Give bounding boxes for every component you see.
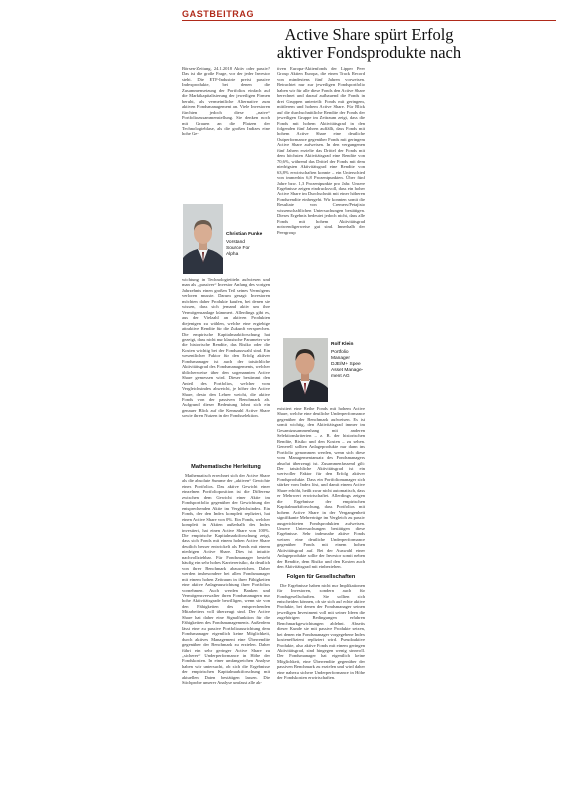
paragraph: Die Ergebnisse haben nicht nur Implikationen für Investoren, sondern auch für Fondsgesellschaften. Sie sollten sich entscheiden können, ob sie sich auf echte aktive Produkte, bei denen der Fondsmanager seinen jeweiligen Investment voll mit seiner Ideen die zugehörigen Bedingungen erfahren Benchmarkgewichtungen ablehnt. Abseits dieser Kunde sie mit passive Produkte setzen, bei denen ein Fondsmanager vorgegebene Index kosteneffizient repliziert wird. Pseudoaktive Produkte, also aktive Fonds mit einem geringen Aktivitätsgrad, sind hingegen wenig sinnvoll. Der Fondsmanager hat eigentlich keine Möglichkeit, eine Überrendite gegenüber der passiven Benchmark zu erzielen und wird daher eine nahezu sichere Underperformance in Höhe der Fondskosten erwirtschaften.: [277, 582, 365, 681]
column-2-bottom: [277, 406, 365, 796]
author-caption-rolf-klein: [331, 342, 371, 380]
paragraph: Börsen-Zeitung, 24.1.2018 Aktiv oder passiv? Das ist die große Frage, vor der jeder Investor steht. Die ETF-Industrie preist passive Indexprodukte, bei denen die Zusammensetzung der Portfolios einfach auf die Marktkapitalisierung der jeweiligen Firmen beruht, als vermeintliche Alternative zum aktiven Fondsmanagement an. Viele Investoren fürchten jedoch diese „naive“ Portfoliozusammenstellung. Sie denken noch mit Grauen an die Platzen der Technologieblase, als die großen Indizes eine hohe Ge-: [182, 66, 270, 137]
paragraph: wichtung in Technologietiteln aufwiesen und man als „passiver“ Investor Anfang des vorigen Jahrzehnts einen großen Teil seines Vermögens verloren musste. Darum gesagt: Investoren möchten daher Produkte kaufen, bei denen sie wissen, dass sich jemand aktiv um ihre Vermögensanlage kümmert. Allerdings gibt es, aus der Vielzahl an aktiven Produkten diejenigen zu wählen, welche eine ergiebige attraktive Rendite für die Zukunft versprechen. Die empirische Kapitalmarktforschung hat gezeigt, dass nicht nur klassische Parameter wie die historische Rendite, das Risiko oder die Kosten wichtig bei der Fondsauswahl sind. Ein wesentlicher Faktor für den Erfolg aktiver Fondsmanager ist auch der tatsächliche Aktivitätsgrad des Fondsmanagements, welcher üblicherweise über den sogenannten Active Share gemessen wird. Dieser bestimmt den Anteil des Portfolios, welcher vom Vergleichsindex abweicht, je höher der Active Share, desto den Lehrer weicht, die aktive Fonds von der passiven Benchmark ab. Aufgrund dieser Bedeutung lohnt sich ein genauer Blick auf die Kennzahl Active Share sowie ihren Nutzen in der Fondsselektion.: [182, 277, 270, 419]
section-rule: [182, 20, 556, 21]
article-headline: [182, 26, 556, 62]
column-2-top: [277, 66, 365, 336]
paragraph: existiert eine Reihe Fonds mit hohem Active Share, welche eine deutliche Underperformance gegenüber der Benchmark aufweisen. Es ist somit wichtig, den Aktivitätsgrad immer im Gesamtzusammenhang mit anderen Selektionskriterien – z. B. der historischen Rendite, Risiko und den Kosten – zu sehen. Generell sollten Anlageprodukte nur dann ins Portfolio genommen werden, wenn sich diese vom Managementansatz des Fondsmanagers absolut überzeugt ist. Zusammenfassend gilt: Der tatsächliche Aktivitätsgrad ist ein wertvoller Faktor für den Erfolg aktiver Fondsprodukte. Dass ein Portfoliomanager sich stärker vom Index löst, und damit einem Active Share erhöht, heißt zwar nicht automatisch, dass er Mehrwert erwirtschaftet. Allerdings zeigen die Ergebnisse der empirischen Kapitalmarktforschung, dass Portfolios mit hohem Active Share in der Vergangenheit signifikante Mehrerträge im Vergleich zu passiv ausgerichteten Fondsprodukten aufweisen. Unsere Untersuchungen bestätigen diese Ergebnisse. Sehr indexnahe aktive Fonds weisen eine deutliche Underperformance gegenüber Fonds mit einem hohen Aktivitätsgrad auf. Bei der Auswahl einer Anlageprodukte sollte der Investor somit neben der Rendite, dem Risiko und den Kosten auch den Aktivitätsgrad mit einbeziehen.: [277, 406, 365, 570]
author-role-line: Source For: [226, 245, 250, 251]
subheading-mathematische-herleitung: Mathematische Herleitung: [191, 464, 261, 470]
author-role-line: DJE/M+ Spee: [331, 361, 361, 367]
section-label: GASTBEITRAG: [182, 9, 255, 19]
author-role-line: Alpha: [226, 251, 239, 257]
paragraph: Mathematisch errechnet sich der Active Share als die absolute Summe der „aktiven“ Gewichte eines Portfolios. Das aktive Gewicht einer einzelnen Portfolioposition ist die Differenz zwischen dem Gewicht einer Aktie im Fondsportfolio gegenüber der Gewichtung der entsprechenden Aktie im Vergleichsindex. Ein Fonds, der den Index komplett repliziert, hat einen Active Share von 0%. Ein Fonds, welcher komplett in Aktien außerhalb des Index investiert, hat einen Active Share von 100%. Die empirische Kapitalmarktforschung zeigt, dass sich Fonds mit einem hohen Active Share deutlich besser entwickelt als Fonds mit einem niedrigen Active Share. Dies ist intuitiv nachvollziehbar. Für Fondsmanager besteht häufig ein sehr hohes Karriererisiko, da deutlich von ihrer Benchmark abzuweichen. Daher werden insbesondere bei allen Fondsmanager mit einem hohen Zeitraum in ihrer Fähigkeiten eine aktive Anlageausrichtung ihrer Portfolios vornehmen. Auch werden Banken und Vermögensverwalter ihren Fondsmanagern nur hohe Aktivitätsgrade bewilligen, wenn sie von den Fähigkeiten des entsprechenden Mitarbeiters voll überzeugt sind. Der Active Share hat daher eine Signalfunktion für die Fähigkeiten des Fondsmanagements. Außerdem lässt eine zu passive Portfolioausrichtung dem Fondsmanager eigentlich keine Möglichkeit, durch aktives Management eine Überrendite gegenüber der Benchmark zu erzielen. Daher führt ein sehr geringer Active Share zu „sicherer“ Underperformance in Höhe der Fondskosten. In einer umfangreichen Analyse haben wir untersucht, ob sich die Ergebnisse der empirischen Kapitalmarktforschung mit aktuellen Daten bestätigen lassen. Die Stichprobe unserer Analyse umfasst alle ak-: [182, 473, 270, 686]
author-role-line: Asset Manage-: [331, 367, 364, 373]
author-name: Christian Funke: [226, 232, 263, 237]
paragraph: tiven Europa-Aktienfonds der Lipper Peer Group Aktien Europa, die einen Track Record von mindestens fünf Jahren vorweisen. Betrachtet nur zur jeweiligen Fondsportfolio haben wir für alle diese Fonds den Active Share berechnet und darauf aufbauend die Fonds in drei Gruppen unterteilt: Fonds mit geringem, mittlerem und hohem Active Share. Für Blick auf die durchschnittliche Rendite der Fonds der jeweiligen Gruppe im Zeitraum zeigt, dass die Fonds mit hohem Aktivitätsgrad in den folgenden fünf Jahren auffällt, dass Fonds mit hohem Active Share eine deutliche Outperformance gegenüber Fonds mit geringem Active Share aufweisen. In den vergangenen fünf Jahren erzielte das Drittel der Fonds mit dem höchsten Aktivitätsgrad eine Rendite von 70,6%, während das Drittel der Fonds mit dem niedrigsten Aktivitätsgrad eine Rendite von 63,8% erwirtschaften konnte – ein Unterschied von immerhin 6,8 Prozentpunkten. Über fünf Jahre bzw. 1,3 Prozentpunkte pro Jahr. Unsere Ergebnisse zeigen eindrucksvoll, dass ein hoher Active Share im Durchschnitt mit einer höheren Fondsrendite einhergeht. Wir konnten somit die Resultate von Cremers/Petajisto wissenschaftlichen Untersuchungen bestätigen. Dieses Ergebnis bedeutet jedoch nicht, dass alle Fonds mit hohem Aktivitätsgrad notwendigerweise gut sind. Innerhalb der Peergroup: [277, 66, 365, 235]
author-role-line: Portfolio: [331, 349, 349, 355]
author-caption-christian-funke: [226, 232, 272, 258]
author-role-line: Vorstand: [226, 239, 245, 245]
column-1-bottom: [182, 460, 270, 796]
headline-line-1: Active Share spürt Erfolg: [284, 25, 454, 44]
column-1-middle: [182, 277, 270, 460]
author-role-line: Manager: [331, 355, 350, 361]
author-role-line: ment AG: [331, 373, 350, 379]
author-name: Rolf Klein: [331, 342, 354, 347]
author-photo-rolf-klein: [283, 338, 328, 402]
subheading-folgen-fuer-gesellschaften: Folgen für Gesellschaften: [286, 573, 356, 580]
headline-line-2: aktiver Fondsprodukte nach: [276, 43, 462, 62]
author-photo-christian-funke: [183, 204, 223, 274]
column-1-top: [182, 66, 270, 202]
